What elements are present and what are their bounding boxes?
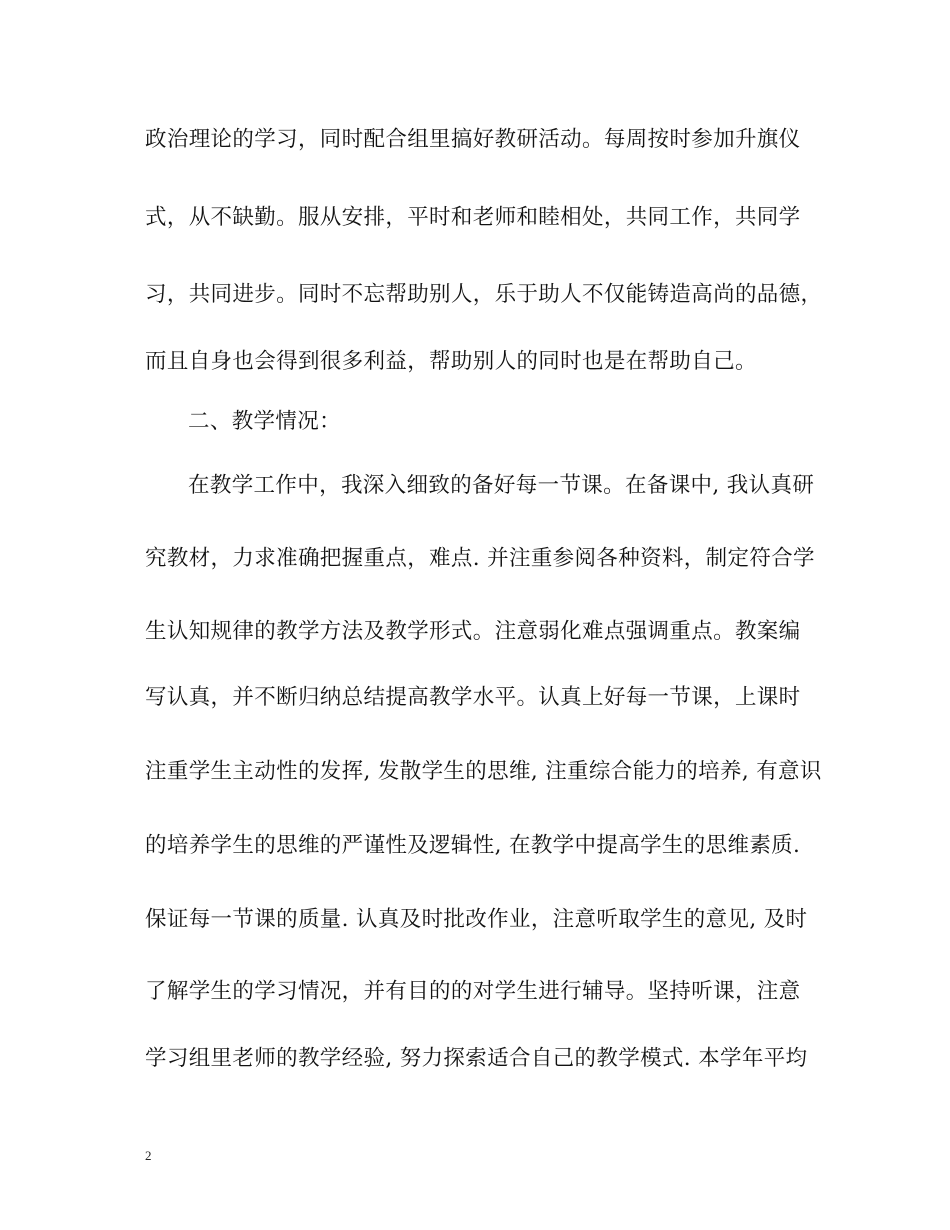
text-line-9: 写认真，并不断归纳总结提高教学水平。认真上好每一节课，上课时 <box>145 685 801 710</box>
text-line-1: 政治理论的学习，同时配合组里搞好教研活动。每周按时参加升旗仪 <box>145 127 801 152</box>
text-line-3: 习，共同进步。同时不忘帮助别人，乐于助人不仅能铸造高尚的品德， <box>145 282 823 307</box>
text-line-6: 在教学工作中，我深入细致的备好每一节课。在备课中, 我认真研 <box>188 473 815 498</box>
page-number: 2 <box>145 1148 152 1163</box>
text-line-13: 了解学生的学习情况，并有目的的对学生进行辅导。坚持听课，注意 <box>145 979 801 1004</box>
section-heading-teaching: 二、教学情况： <box>188 409 341 434</box>
text-line-2: 式，从不缺勤。服从安排，平时和老师和睦相处，共同工作，共同学 <box>145 205 801 230</box>
text-line-14: 学习组里老师的教学经验, 努力探索适合自己的教学模式. 本学年平均 <box>145 1046 808 1071</box>
text-line-10: 注重学生主动性的发挥, 发散学生的思维, 注重综合能力的培养, 有意识 <box>145 759 822 784</box>
text-line-11: 的培养学生的思维的严谨性及逻辑性, 在教学中提高学生的思维素质. <box>145 833 801 858</box>
text-line-12: 保证每一节课的质量. 认真及时批改作业，注意听取学生的意见, 及时 <box>145 907 808 932</box>
text-line-4: 而且自身也会得到很多利益，帮助别人的同时也是在帮助自己。 <box>145 349 757 374</box>
text-line-8: 生认知规律的教学方法及教学形式。注意弱化难点强调重点。教案编 <box>145 619 801 644</box>
text-line-7: 究教材，力求准确把握重点，难点. 并注重参阅各种资料，制定符合学 <box>145 546 815 571</box>
